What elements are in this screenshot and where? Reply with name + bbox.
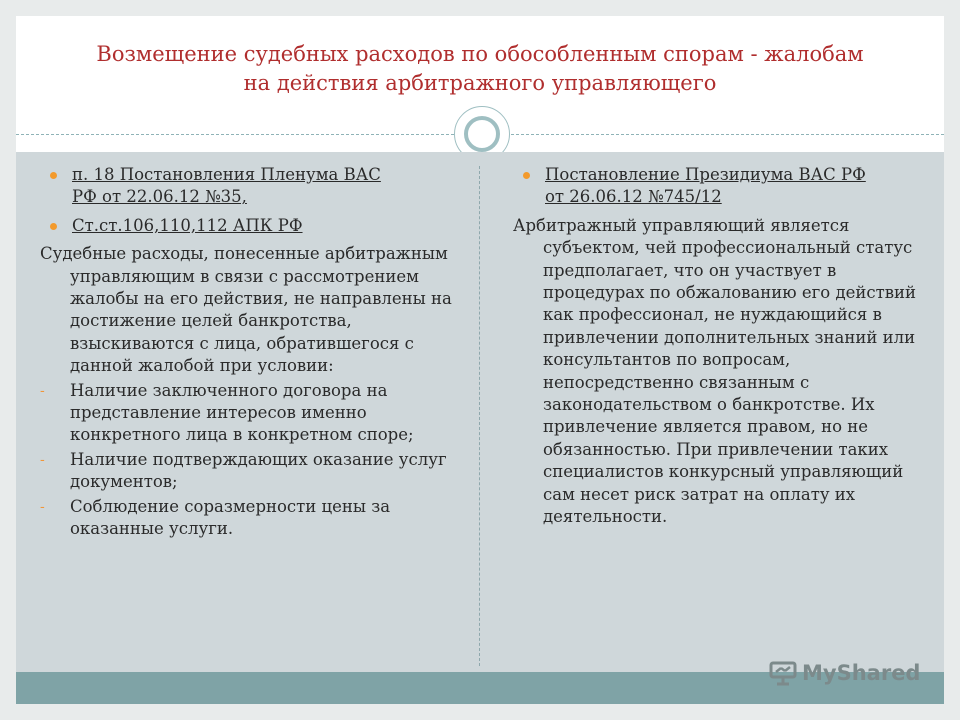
left-bullet-1 bbox=[40, 164, 470, 209]
dash-marker: - bbox=[40, 451, 45, 468]
right-bullet-line-1: Постановление Президиума ВАС РФ bbox=[545, 165, 866, 184]
divider-ring-inner bbox=[464, 116, 500, 152]
title-line-1: Возмещение судебных расходов по обособленным спорам - жалобам bbox=[96, 42, 864, 66]
mysha-watermark bbox=[768, 660, 920, 686]
left-bullet-2-text: Ст.ст.106,110,112 АПК РФ bbox=[72, 215, 303, 235]
left-item-3-text: Соблюдение соразмерности цены за оказанные услуги. bbox=[70, 496, 391, 539]
left-bullet-1-line-1: п. 18 Постановления Пленума ВАС bbox=[72, 165, 381, 184]
slide bbox=[16, 16, 944, 704]
dash-marker: - bbox=[40, 382, 45, 399]
left-item-3 bbox=[40, 496, 470, 541]
title-line-2: на действия арбитражного управляющего bbox=[243, 71, 717, 95]
left-paragraph: Судебные расходы, понесенные арбитражным управляющим в связи с рассмотрением жалобы на его действия, не направлены на достижение целей банкротства, взыскиваются с лица, обратившегося с данной жалобой при условии: bbox=[40, 244, 452, 376]
bullet-dot-icon bbox=[50, 223, 57, 230]
right-paragraph: Арбитражный управляющий является субъектом, чей профессиональный статус предполагает, что он участвует в процедурах по обжалованию его действий как профессионал, не нуждающийся в привлечении дополнительных знаний или консультантов по вопросам, непосредственно связанным с законодательством о банкротстве. Их привлечение является правом, но не обязанностью. При привлечении таких специалистов конкурсный управляющий сам несет риск затрат на оплату их деятельности. bbox=[513, 215, 917, 527]
dash-marker: - bbox=[40, 498, 45, 515]
presentation-board-icon bbox=[768, 660, 798, 686]
left-column bbox=[40, 164, 470, 543]
right-bullet-line-2: от 26.06.12 №745/12 bbox=[545, 187, 722, 207]
right-column bbox=[513, 164, 928, 529]
watermark-text: MyShared bbox=[802, 661, 921, 685]
bullet-dot-icon bbox=[523, 172, 530, 179]
left-bullet-1-line-2: РФ от 22.06.12 №35, bbox=[72, 187, 247, 207]
left-item-1-text: Наличие заключенного договора на представление интересов именно конкретного лица в конкретном споре; bbox=[70, 380, 414, 445]
left-item-1 bbox=[40, 380, 470, 447]
bullet-dot-icon bbox=[50, 172, 57, 179]
right-bullet-1 bbox=[513, 164, 928, 209]
left-item-2-text: Наличие подтверждающих оказание услуг документов; bbox=[70, 449, 447, 492]
slide-title bbox=[16, 40, 944, 98]
left-item-2 bbox=[40, 449, 470, 494]
left-bullet-2 bbox=[40, 215, 470, 237]
column-divider bbox=[479, 166, 480, 666]
